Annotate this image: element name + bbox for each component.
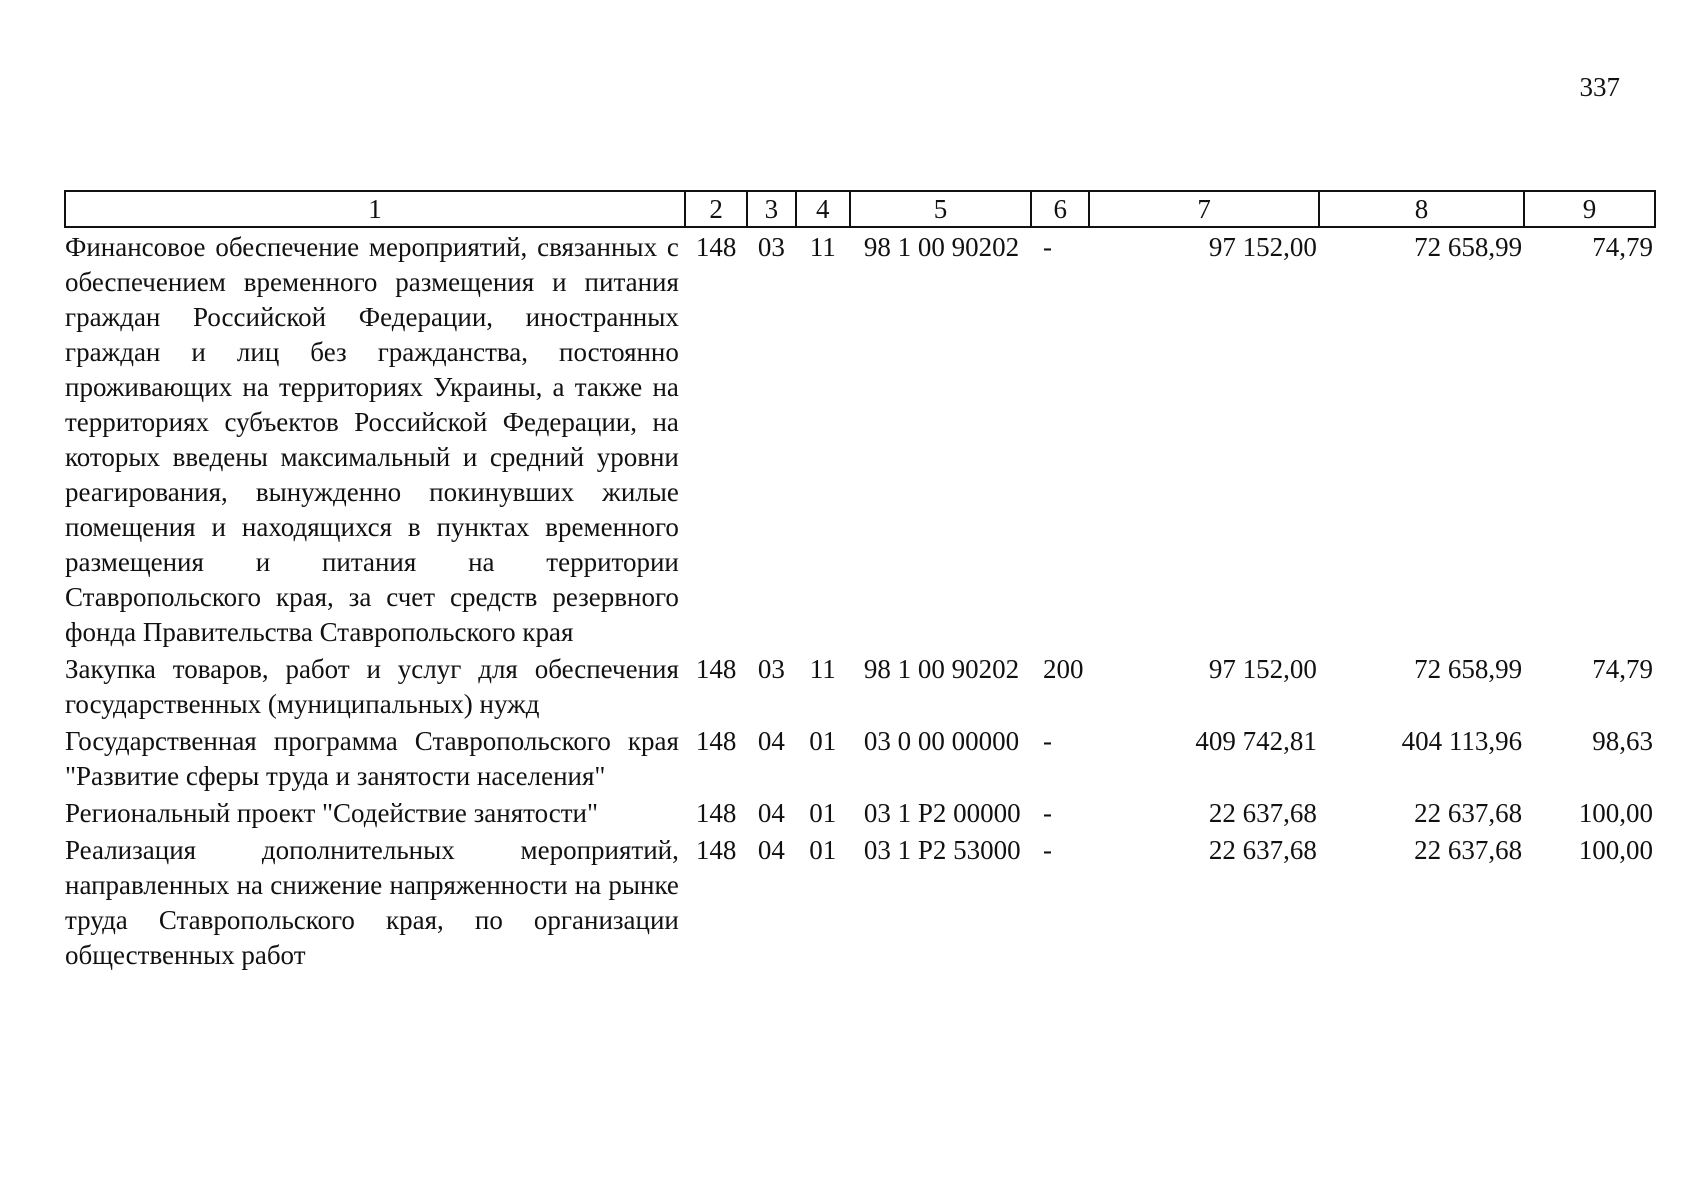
- row-col-6: -: [1043, 726, 1053, 756]
- table-header: [65, 191, 1655, 227]
- header-col-3: 3: [747, 191, 795, 227]
- table-row: [65, 650, 1655, 722]
- row-col-5: 98 1 00 90202: [863, 232, 1020, 262]
- row-col-8: 72 658,99: [1414, 654, 1523, 684]
- row-col-2: 148: [695, 654, 737, 684]
- row-col-5: 03 0 00 00000: [863, 726, 1020, 756]
- row-col-3: 03: [757, 232, 785, 262]
- row-col-7: 22 637,68: [1208, 798, 1317, 828]
- row-col-3: 04: [757, 835, 785, 865]
- table-row: [65, 227, 1655, 650]
- row-col-9: 100,00: [1578, 835, 1653, 865]
- row-col-3: 04: [757, 798, 785, 828]
- row-col-5: 03 1 P2 53000: [863, 835, 1021, 865]
- row-col-6: -: [1043, 835, 1053, 865]
- row-col-8: 22 637,68: [1414, 835, 1523, 865]
- header-col-5: 5: [850, 191, 1031, 227]
- header-col-2: 2: [685, 191, 747, 227]
- row-col-8: 22 637,68: [1414, 798, 1523, 828]
- row-name: Региональный проект "Содействие занятости": [65, 798, 599, 828]
- row-col-7: 97 152,00: [1208, 232, 1317, 262]
- row-col-6: -: [1043, 232, 1053, 262]
- budget-table: [64, 190, 1656, 973]
- row-col-7: 97 152,00: [1208, 654, 1317, 684]
- row-col-6: -: [1043, 798, 1053, 828]
- row-name: Закупка товаров, работ и услуг для обеспечения государственных (муниципальных) нужд: [65, 654, 679, 719]
- row-col-4: 01: [809, 798, 837, 828]
- row-col-4: 01: [809, 835, 837, 865]
- table-row: [65, 722, 1655, 794]
- row-col-3: 04: [757, 726, 785, 756]
- row-col-2: 148: [695, 232, 737, 262]
- row-col-9: 98,63: [1592, 726, 1653, 756]
- row-col-5: 03 1 P2 00000: [863, 798, 1021, 828]
- row-col-9: 74,79: [1592, 232, 1653, 262]
- row-col-4: 01: [809, 726, 837, 756]
- row-name: Реализация дополнительных мероприятий, направленных на снижение напряженности на рынке труда Ставропольского края, по организации общественных работ: [65, 835, 679, 970]
- row-col-4: 11: [809, 232, 836, 262]
- row-col-5: 98 1 00 90202: [863, 654, 1020, 684]
- table-body: [65, 227, 1655, 973]
- header-col-9: 9: [1524, 191, 1655, 227]
- header-col-4: 4: [796, 191, 850, 227]
- row-col-6: 200: [1043, 654, 1084, 684]
- row-name: Государственная программа Ставропольского края "Развитие сферы труда и занятости населения": [65, 726, 679, 791]
- row-col-4: 11: [809, 654, 836, 684]
- table-row: [65, 794, 1655, 831]
- row-col-7: 409 742,81: [1195, 726, 1317, 756]
- row-name: Финансовое обеспечение мероприятий, связанных с обеспечением временного размещения и питания граждан Российской Федерации, иностранных граждан и лиц без гражданства, постоянно проживающих на территориях Украины, а также на территориях субъектов Российской Федерации, на которых введены максимальный и средний уровни реагирования, вынужденно покинувших жилые помещения и находящихся в пунктах временного размещения и питания на территории Ставропольского края, за счет средств резервного фонда Правительства Ставропольского края: [65, 232, 679, 647]
- row-col-2: 148: [695, 726, 737, 756]
- row-col-8: 72 658,99: [1414, 232, 1523, 262]
- header-col-8: 8: [1319, 191, 1524, 227]
- row-col-7: 22 637,68: [1208, 835, 1317, 865]
- row-col-9: 100,00: [1578, 798, 1653, 828]
- table-row: [65, 831, 1655, 973]
- row-col-3: 03: [757, 654, 785, 684]
- row-col-8: 404 113,96: [1401, 726, 1523, 756]
- header-col-7: 7: [1089, 191, 1318, 227]
- header-col-6: 6: [1031, 191, 1089, 227]
- page-number: 337: [1579, 72, 1620, 102]
- row-col-2: 148: [695, 798, 737, 828]
- header-col-1: 1: [65, 191, 685, 227]
- row-col-9: 74,79: [1592, 654, 1653, 684]
- row-col-2: 148: [695, 835, 737, 865]
